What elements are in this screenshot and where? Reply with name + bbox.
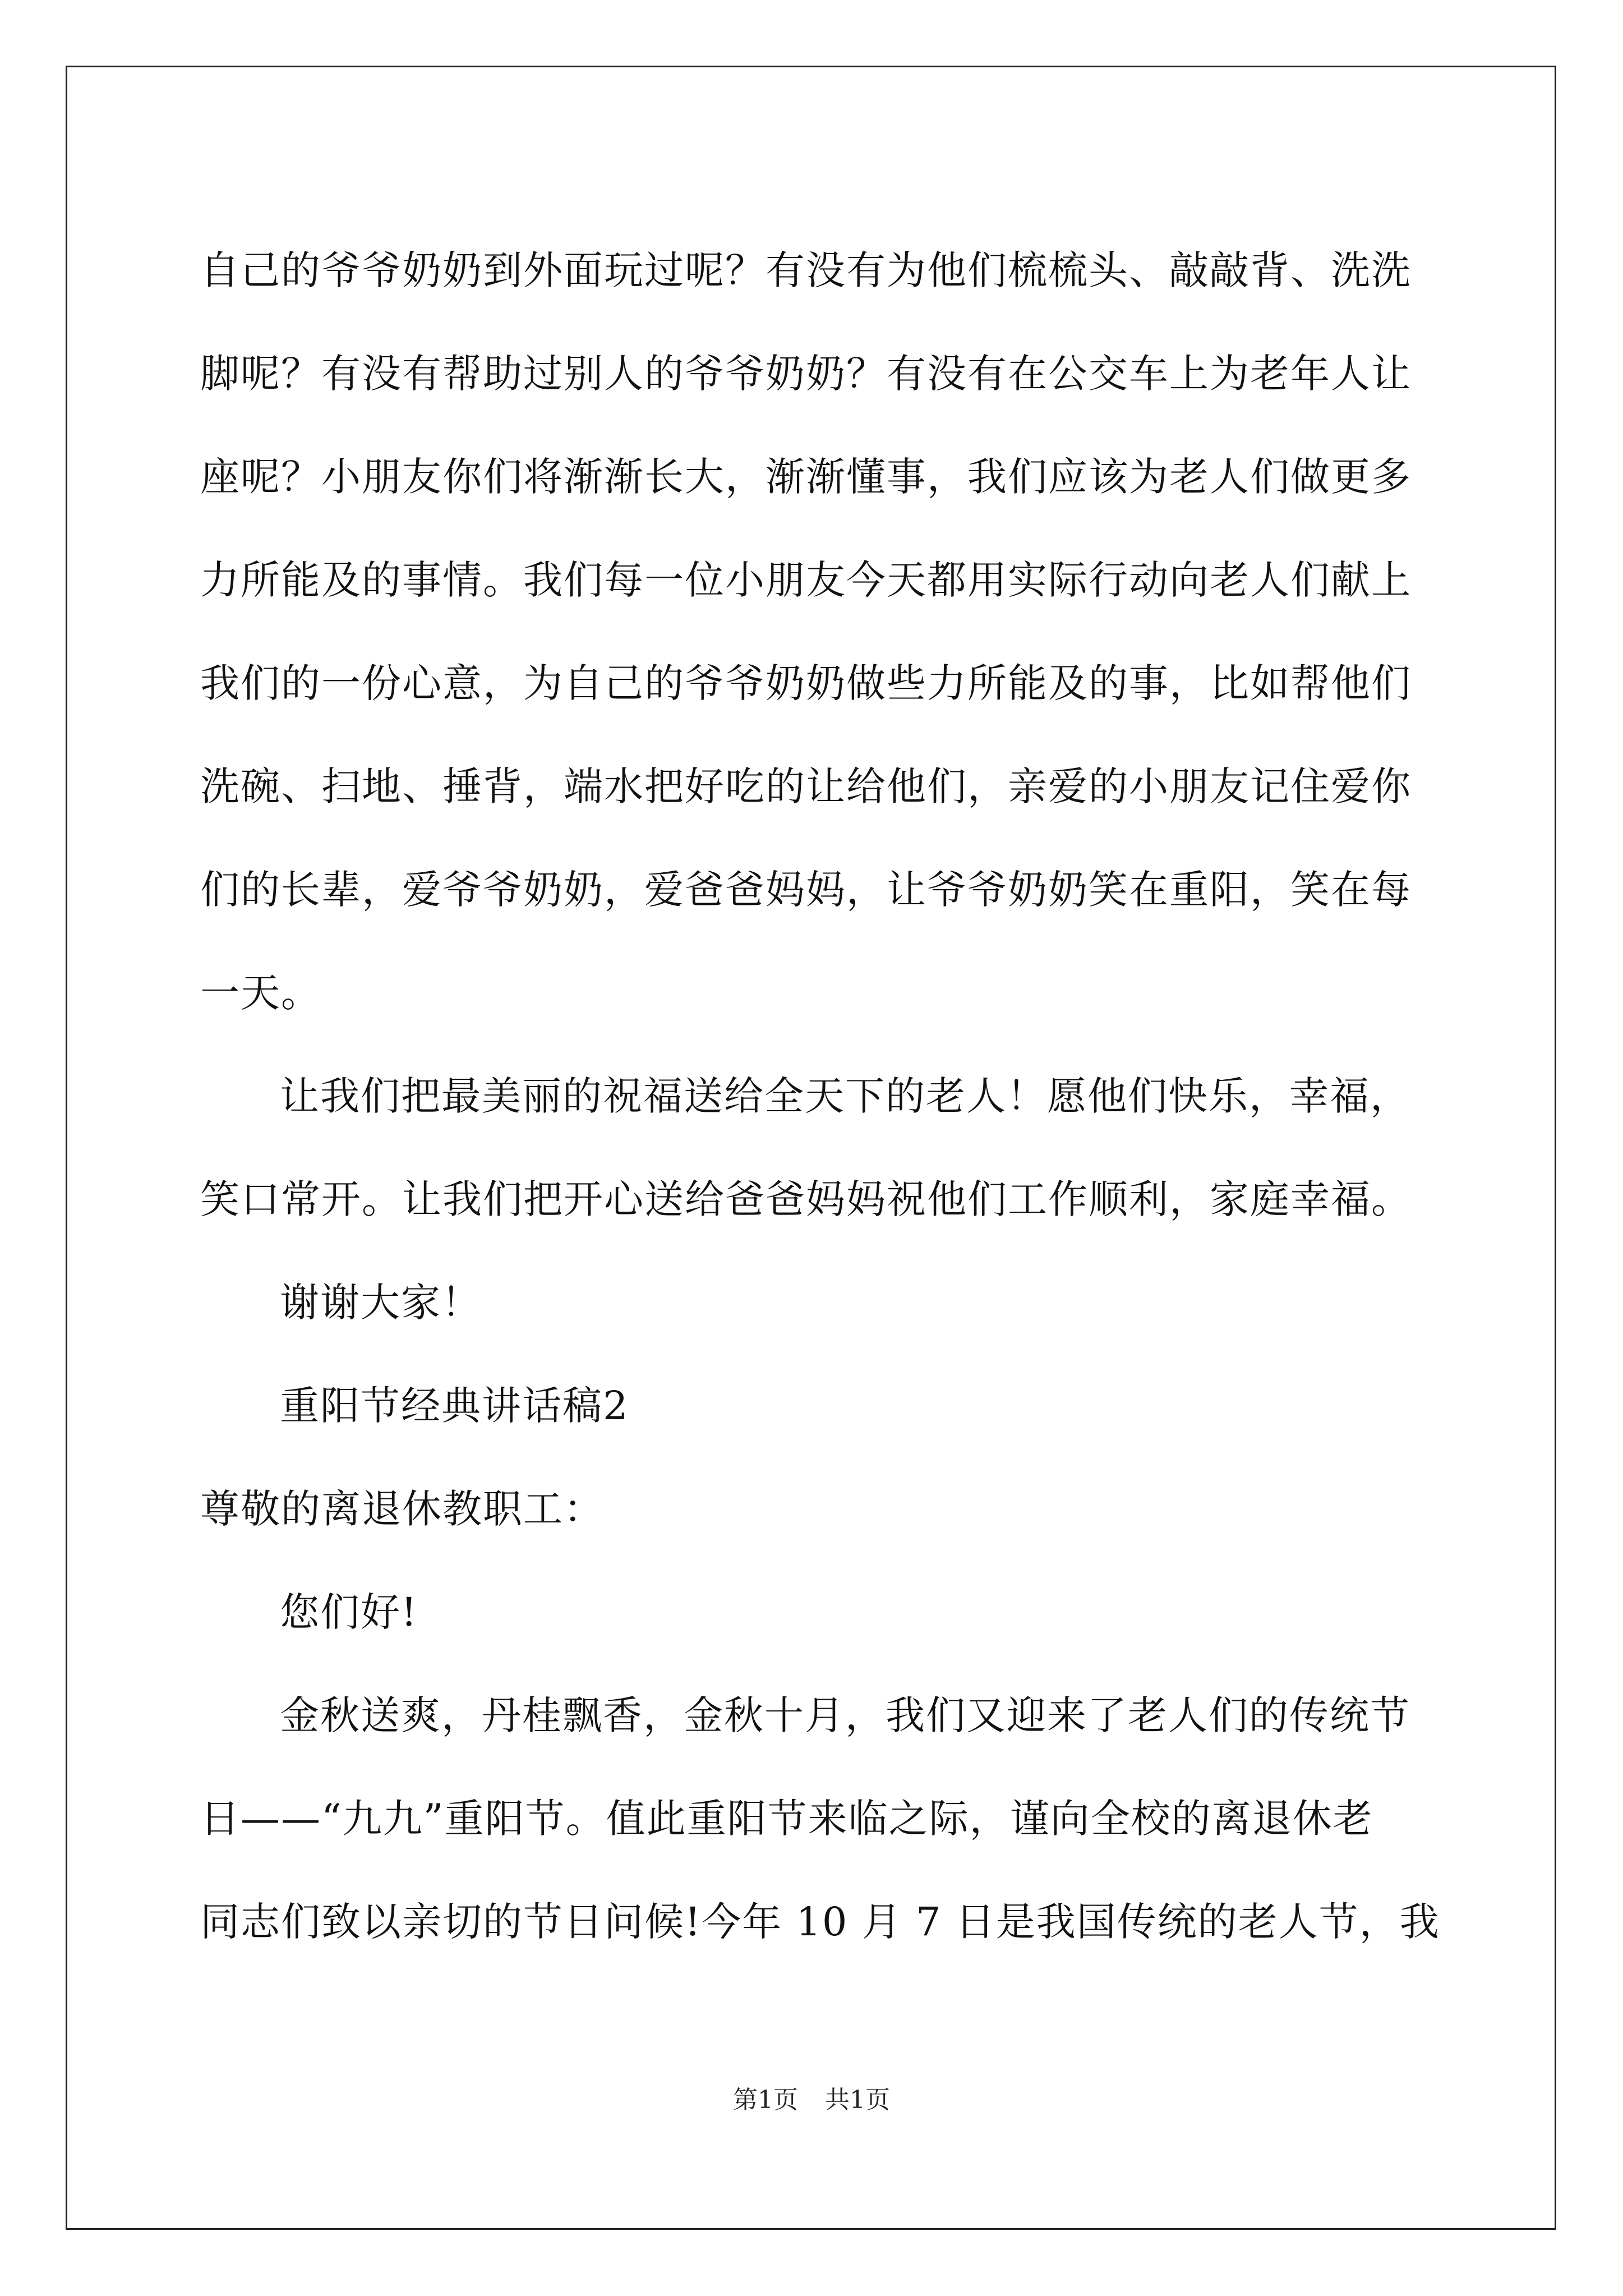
text-line: 我们的一份心意，为自己的爷爷奶奶做些力所能及的事，比如帮他们: [200, 660, 1412, 706]
thanks-line: 谢谢大家！: [280, 1280, 482, 1326]
text-line: 一天。: [200, 970, 321, 1016]
section-title: 重阳节经典讲话稿2: [280, 1383, 629, 1429]
paragraph-start: 金秋送爽，丹桂飘香，金秋十月，我们又迎来了老人们的传统节: [280, 1692, 1410, 1738]
greeting: 您们好!: [280, 1589, 418, 1635]
document-body: [200, 219, 1440, 1973]
text-line: 笑口常开。让我们把开心送给爸爸妈妈祝他们工作顺利，家庭幸福。: [200, 1176, 1412, 1222]
text-line: 洗碗、扫地、捶背，端水把好吃的让给他们，亲爱的小朋友记住爱你: [200, 763, 1412, 809]
text-line: 们的长辈，爱爷爷奶奶，爱爸爸妈妈，让爷爷奶奶笑在重阳，笑在每: [200, 867, 1412, 913]
page-total: 共1页: [825, 2086, 890, 2114]
paragraph-start: 让我们把最美丽的祝福送给全天下的老人！愿他们快乐，幸福，: [280, 1073, 1410, 1119]
text-line: 自己的爷爷奶奶到外面玩过呢？有没有为他们梳梳头、敲敲背、洗洗: [200, 247, 1412, 293]
page-number: 第1页: [733, 2086, 798, 2114]
page-footer: [0, 2083, 1623, 2117]
salutation: 尊敬的离退休教职工：: [200, 1486, 604, 1532]
text-line: 日——“九九”重阳节。值此重阳节来临之际，谨向全校的离退休老: [200, 1796, 1373, 1842]
text-line: 力所能及的事情。我们每一位小朋友今天都用实际行动向老人们献上: [200, 557, 1412, 603]
text-line: 同志们致以亲切的节日问候!今年 10 月 7 日是我国传统的老人节，我: [200, 1899, 1440, 1945]
text-line: 座呢？小朋友你们将渐渐长大，渐渐懂事，我们应该为老人们做更多: [200, 454, 1412, 500]
text-line: 脚呢？有没有帮助过别人的爷爷奶奶？有没有在公交车上为老年人让: [200, 351, 1412, 397]
